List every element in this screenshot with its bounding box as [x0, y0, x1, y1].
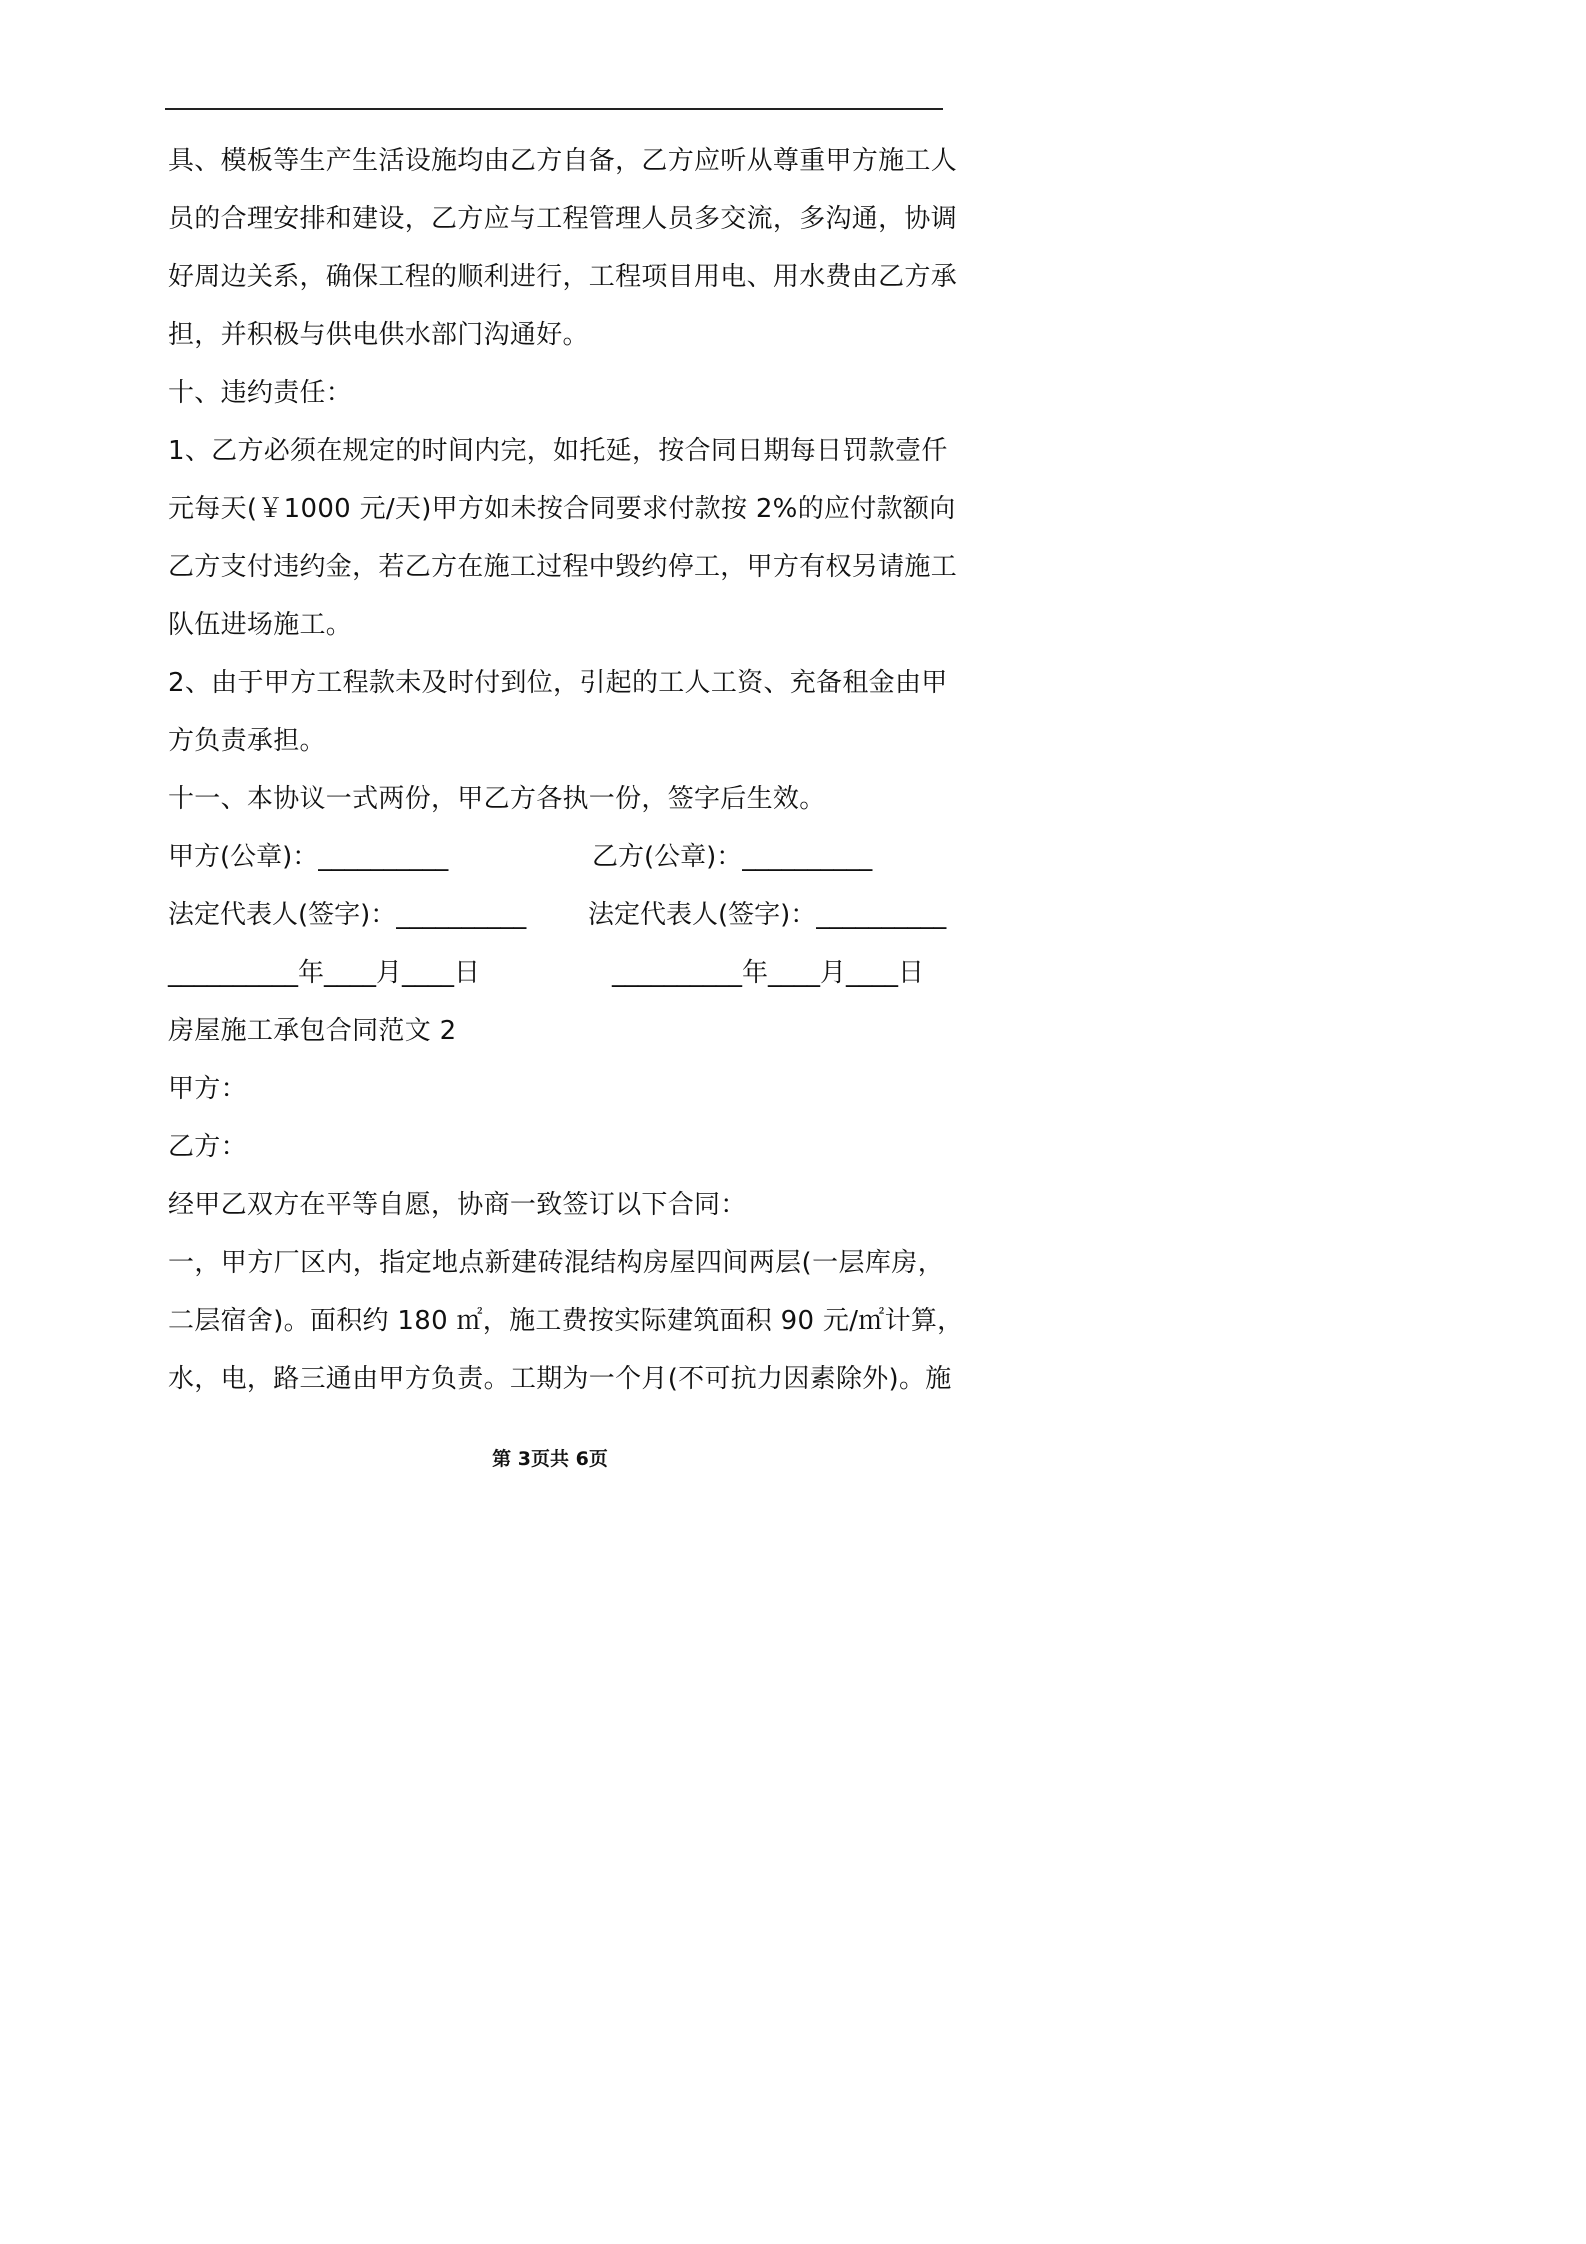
body-line: 元每天(￥1000 元/天)甲方如未按合同要求付款按 2%的应付款额向	[168, 494, 956, 524]
party-a-representative: 法定代表人(签字)：__________	[168, 900, 527, 930]
body-line: 一，甲方厂区内，指定地点新建砖混结构房屋四间两层(一层库房，	[168, 1248, 944, 1278]
party-b-label: 乙方：	[168, 1132, 247, 1162]
body-line: 经甲乙双方在平等自愿，协商一致签订以下合同：	[168, 1190, 747, 1220]
body-line: 1、乙方必须在规定的时间内完，如托延，按合同日期每日罚款壹仟	[168, 436, 948, 466]
party-b-representative: 法定代表人(签字)：__________	[588, 900, 947, 930]
body-line: 二层宿舍)。面积约 180 ㎡，施工费按实际建筑面积 90 元/㎡计算，	[168, 1306, 964, 1336]
document-title: 房屋施工承包合同范文 2	[168, 1016, 457, 1046]
body-line: 具、模板等生产生活设施均由乙方自备，乙方应听从尊重甲方施工人	[168, 146, 958, 176]
body-line: 担，并积极与供电供水部门沟通好。	[168, 320, 589, 350]
body-line: 2、由于甲方工程款未及时付到位，引起的工人工资、充备租金由甲	[168, 668, 948, 698]
body-line: 好周边关系，确保工程的顺利进行，工程项目用电、用水费由乙方承	[168, 262, 958, 292]
page-indicator: 第 3页共 6页	[492, 1448, 608, 1470]
body-line: 水，电，路三通由甲方负责。工期为一个月(不可抗力因素除外)。施	[168, 1364, 952, 1394]
section-heading: 十、违约责任：	[168, 378, 353, 408]
section-heading: 十一、本协议一式两份，甲乙方各执一份，签字后生效。	[168, 784, 826, 814]
party-b-seal: 乙方(公章)：__________	[592, 842, 873, 872]
body-line: 员的合理安排和建设，乙方应与工程管理人员多交流，多沟通，协调	[168, 204, 958, 234]
body-line: 方负责承担。	[168, 726, 326, 756]
party-a-label: 甲方：	[168, 1074, 247, 1104]
party-b-date: __________年____月____日	[612, 958, 925, 988]
header-rule	[165, 108, 943, 110]
party-a-date: __________年____月____日	[168, 958, 481, 988]
body-line: 队伍进场施工。	[168, 610, 353, 640]
body-line: 乙方支付违约金，若乙方在施工过程中毁约停工，甲方有权另请施工	[168, 552, 958, 582]
party-a-seal: 甲方(公章)：__________	[168, 842, 449, 872]
